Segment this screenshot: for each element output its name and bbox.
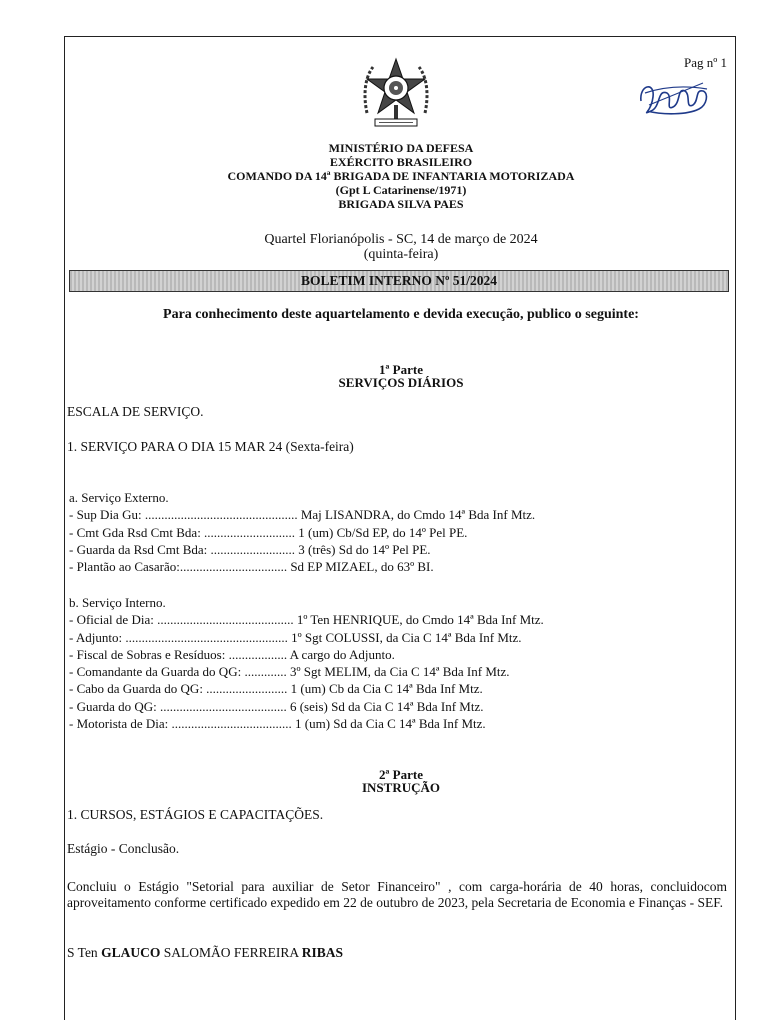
schedule-heading: ESCALA DE SERVIÇO.: [67, 404, 204, 419]
part2-label: 2ª Parte: [379, 767, 423, 782]
part2-title: INSTRUÇÃO: [361, 780, 440, 795]
bulletin-title-banner: BOLETIM INTERNO Nº 51/2024: [69, 270, 729, 292]
ministry-line: MINISTÉRIO DA DEFESA: [328, 141, 474, 155]
list-item: - Adjunto: .................................................. 1º Sgt COLUSSI, da Cia C 14ª Bda Inf Mtz.: [69, 629, 522, 645]
person-name: [67, 945, 343, 961]
list-item: - Oficial de Dia: .......................................... 1º Ten HENRIQUE, do Cmdo 14ª Bda Inf Mtz.: [69, 612, 544, 628]
list-item: - Motorista de Dia: ..................................... 1 (um) Sd da Cia C 14ª Bda Inf Mtz.: [69, 716, 486, 732]
person-middle-name: SALOMÃO FERREIRA: [163, 945, 299, 960]
stage-paragraph: Concluiu o Estágio "Setorial para auxiliar de Setor Financeiro" , com carga-horária de 40 horas, concluidocom aproveitamento conforme certificado expedido em 22 de outubro de 2023, pela Secretaria de Economia e Finanças - SEF.: [67, 879, 727, 910]
external-service-heading: a. Serviço Externo.: [69, 490, 169, 505]
place-date: Quartel Florianópolis - SC, 14 de março de 2024: [264, 232, 538, 247]
part2-heading: [65, 768, 737, 794]
weekday: (quinta-feira): [363, 247, 439, 262]
list-item: - Cabo da Guarda do QG: ......................... 1 (um) Cb da Cia C 14ª Bda Inf Mtz.: [69, 681, 483, 697]
list-item: - Plantão ao Casarão:................................. Sd EP MIZAEL, do 63º BI.: [69, 559, 434, 575]
person-first-name: GLAUCO: [101, 945, 161, 960]
list-item: - Guarda do QG: ....................................... 6 (seis) Sd da Cia C 14ª Bda Inf Mtz.: [69, 698, 484, 714]
list-item: - Guarda da Rsd Cmt Bda: .......................... 3 (três) Sd do 14º Pel PE.: [69, 541, 431, 557]
internal-service-heading: b. Serviço Interno.: [69, 595, 166, 610]
coat-of-arms-emblem: [361, 55, 431, 133]
stage-heading: Estágio - Conclusão.: [67, 841, 180, 856]
letterhead: [65, 141, 737, 211]
page-number: Pag nº 1: [683, 55, 727, 70]
army-line: EXÉRCITO BRASILEIRO: [329, 155, 473, 169]
document-page: [64, 36, 736, 1020]
part1-label: 1ª Parte: [379, 362, 423, 377]
list-item: - Comandante da Guarda do QG: ............. 3º Sgt MELIM, da Cia C 14ª Bda Inf Mtz.: [69, 664, 510, 680]
person-last-name: RIBAS: [301, 945, 343, 960]
brigade-line: BRIGADA SILVA PAES: [338, 197, 464, 211]
list-item: - Sup Dia Gu: ............................................... Maj LISANDRA, do Cmdo 14ª Bda Inf Mtz.: [69, 507, 536, 523]
internal-service-list: [69, 594, 544, 732]
signature-icon: [633, 71, 713, 121]
command-line: COMANDO DA 14ª BRIGADA DE INFANTARIA MOTORIZADA: [227, 169, 575, 183]
courses-heading: 1. CURSOS, ESTÁGIOS E CAPACITAÇÕES.: [67, 807, 324, 822]
part1-title: SERVIÇOS DIÁRIOS: [338, 375, 464, 390]
bulletin-intro: Para conhecimento deste aquartelamento e devida execução, publico o seguinte:: [163, 307, 639, 322]
part1-heading: [65, 363, 737, 389]
group-line: (Gpt L Catarinense/1971): [335, 183, 467, 197]
person-rank: S Ten: [67, 945, 98, 960]
service-day-heading: 1. SERVIÇO PARA O DIA 15 MAR 24 (Sexta-feira): [67, 439, 354, 454]
list-item: - Cmt Gda Rsd Cmt Bda: ............................ 1 (um) Cb/Sd EP, do 14º Pel PE.: [69, 524, 468, 540]
list-item: - Fiscal de Sobras e Resíduos: .................. A cargo do Adjunto.: [69, 646, 395, 662]
place-date-block: [65, 232, 737, 262]
external-service-list: [69, 489, 535, 575]
